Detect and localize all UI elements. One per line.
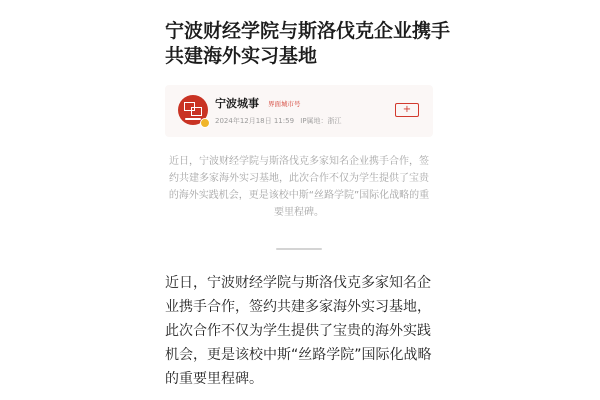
follow-button[interactable]: + [395, 103, 419, 117]
author-meta [215, 116, 346, 126]
verified-badge-icon [200, 118, 210, 128]
article-title: 宁波财经学院与斯洛伐克企业携手共建海外实习基地 [165, 20, 451, 67]
author-card [165, 85, 433, 137]
ip-location: IP属地：浙江 [300, 117, 342, 125]
author-name[interactable]: 宁波城事 [215, 97, 259, 110]
article-body: 近日，宁波财经学院与斯洛伐克多家知名企业携手合作，签约共建多家海外实习基地，此次合作不仅为学生提供了宝贵的海外实践机会，更是该校中斯“丝路学院”国际化战略的重要里程碑。 [165, 275, 432, 387]
avatar-logo-bar [185, 118, 201, 120]
avatar-logo-icon-part [191, 107, 202, 116]
section-divider [276, 248, 322, 250]
author-tag: 界面城市号 [268, 100, 301, 108]
article-summary: 近日，宁波财经学院与斯洛伐克多家知名企业携手合作，签约共建多家海外实习基地，此次合作不仅为学生提供了宝贵的海外实践机会，更是该校中斯“丝路学院”国际化战略的重要里程碑。 [168, 156, 430, 218]
publish-datetime: 2024年12月18日 11:59 [215, 117, 295, 125]
